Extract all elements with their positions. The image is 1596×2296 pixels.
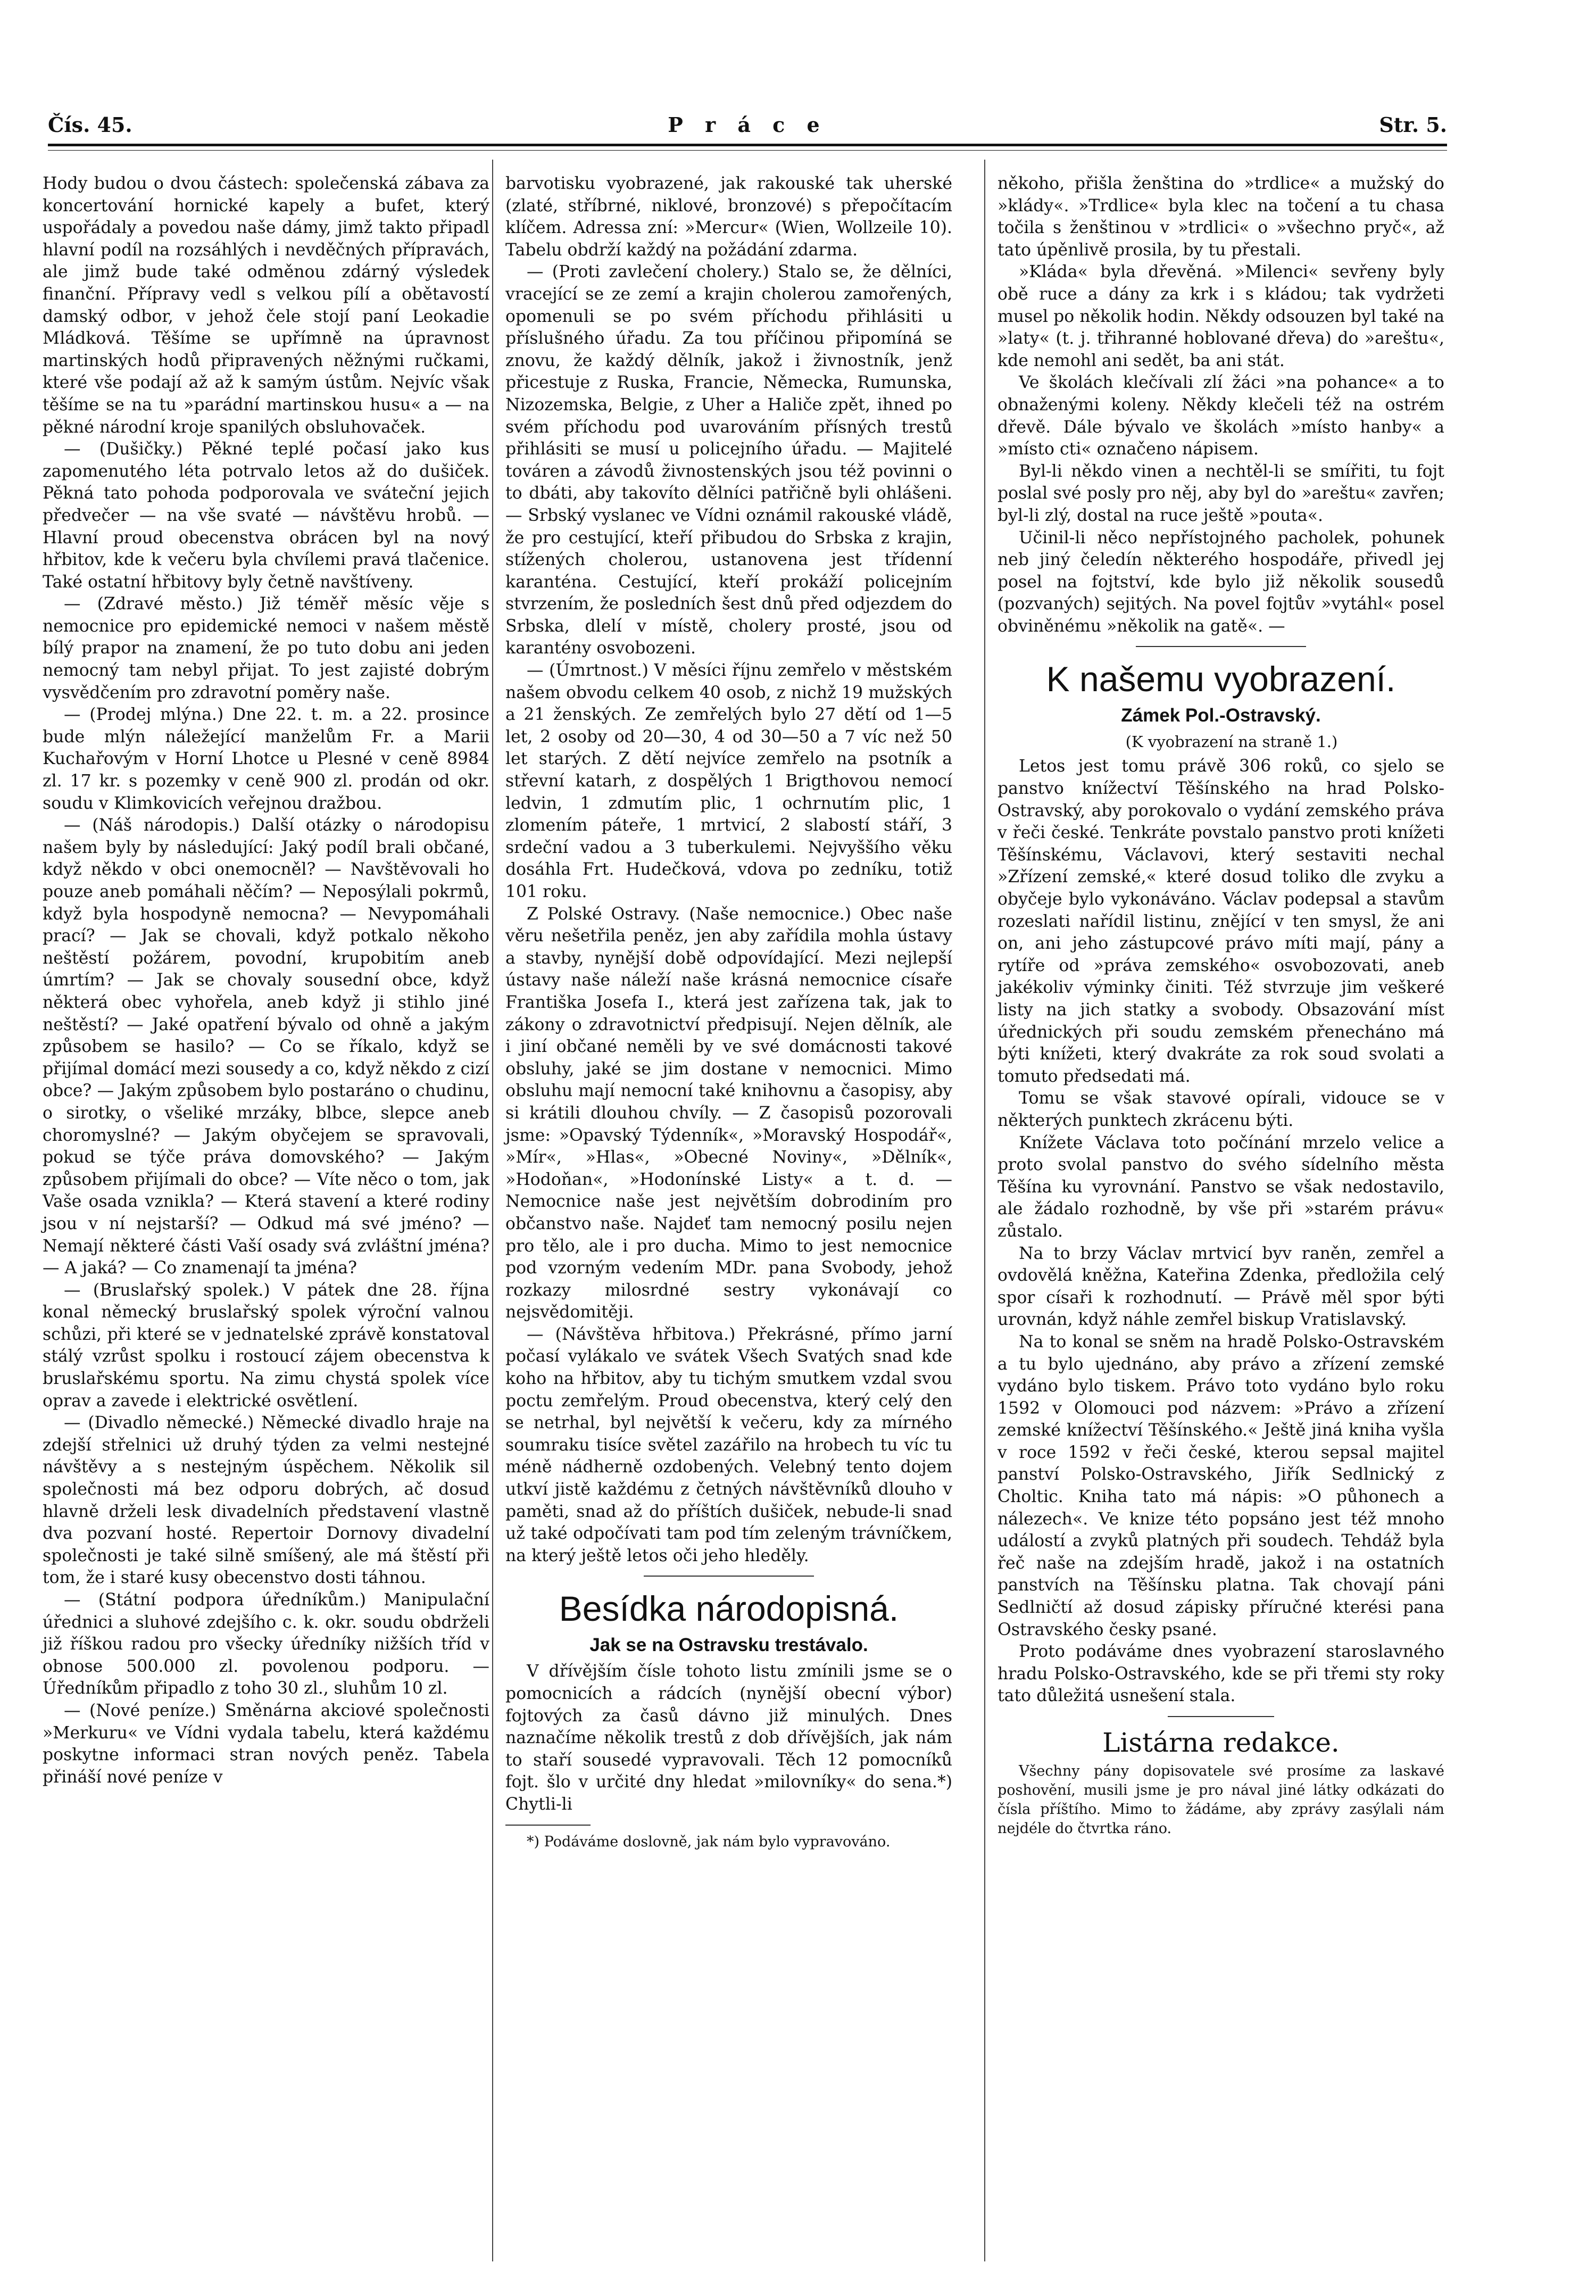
article-paragraph: — (Prodej mlýna.) Dne 22. t. m. a 22. prosince bude mlýn náležející manželům Fr. a Marii Kuchařovým v Horní Lhotce u Plesné v ceně 8984 zl. 17 kr. s pozemky v ceně 900 zl. prodán od okr. soudu v Klimkovicích veřejnou dražbou. bbox=[43, 705, 489, 813]
article-paragraph: Knížete Václava toto počínání mrzelo velice a proto svolal panstvo do svého sídelního města Těšína ku vyrovnání. Panstvo se však nedostavilo, ale žádalo rozhodně, by vše při »starém právu« zůstalo. bbox=[998, 1133, 1444, 1241]
article-paragraph: Na to brzy Václav mrtvicí byv raněn, zemřel a ovdovělá kněžna, Kateřina Zdenka, předložila celý spor císaři k rozhodnutí. — Právě měl spor býti urovnán, když náhle zemřel biskup Vratislavský. bbox=[998, 1244, 1444, 1330]
page-number: Str. 5. bbox=[1379, 113, 1447, 137]
article-paragraph: — (Státní podpora úředníkům.) Manipulační úřednici a sluhové zdejšího c. k. okr. soudu obdrželi již říškou radou pro všecky úředníky nižších tříd v obnose 500.000 zl. povolenou podporu. — Úředníkům připadlo z toho 30 zl., sluhům 10 zl. bbox=[43, 1590, 489, 1698]
footnote: *) Podáváme doslovně, jak nám bylo vypravováno. bbox=[527, 1833, 891, 1850]
section-divider bbox=[1136, 646, 1306, 647]
editor-section-title: Listárna redakce. bbox=[1102, 1727, 1340, 1758]
article-paragraph: — (Dušičky.) Pěkné teplé počasí jako kus zapomenutého léta potrvalo letos až do dušiček. Pěkná tato pohoda podporovala ve sváteční jejich předvečer — na vše svaté — návštěvu hrobů. — Hlavní proud obecenstva obrácen byl na nový hřbitov, kde k večeru byla chvílemi pravá tlačenice. Také ostatní hřbitovy byly četně navštíveny. bbox=[43, 440, 489, 592]
article-paragraph: — (Bruslařský spolek.) V pátek dne 28. října konal německý bruslařský spolek výroční valnou schůzi, při které se v jednatelské zprávě konstatoval stálý vzrůst spolku i rostoucí zájem obecenstva k bruslařskému sportu. Na zimu chystá spolek více oprav a zavede i elektrické osvětlení. bbox=[43, 1280, 489, 1411]
page-header bbox=[48, 113, 1447, 145]
section-divider bbox=[644, 1576, 814, 1577]
section-title: K našemu vyobrazení. bbox=[1046, 659, 1396, 699]
article-paragraph: Letos jest tomu právě 306 roků, co sjelo se panstvo knížectví Těšínského na hrad Polsko-Ostravský, aby porokovalo o vydání zemského práva v řeči české. Tenkráte povstalo panstvo proti knížeti Těšínskému, Václavovi, který sestaviti nechal »Zřízení zemské,« které dosud toliko dle zvyku a obyčeje bylo vykonáváno. Václav podepsal a stavům rozeslati nařídil listinu, znějící v ten smysl, že ani on, ani jeho zástupcové právo míti mají, pány a rytíře od »práva zemského« osvobozovati, aneb jakékoliv výminky činiti. Též stvrzuje jim veškeré listy na jich statky a svobody. Obsazování míst úřednických při soudu zemském přenecháno má býti knížeti, který dvakráte za rok soud svolati a tomuto předsedati má. bbox=[998, 757, 1444, 1086]
article-paragraph: — (Úmrtnost.) V měsíci říjnu zemřelo v městském našem obvodu celkem 40 osob, z nichž 19 mužských a 21 ženských. Ze zemřelých bylo 27 dětí od 1—5 let, 2 osoby od 20—30, 4 od 30—50 a 7 víc než 50 let starých. Z dětí nejvíce zemřelo na psotník a střevní katarh, z dospělých 1 Brigthovou nemocí ledvin, 1 zdmutím plic, 1 ochrnutím plic, 1 zlomením páteře, 1 mrtvicí, 2 slabostí stáří, 3 srdeční vadou a 3 tuberkulemi. Nejvyššího věku dosáhla Frt. Hudečková, vdova po zedníku, totiž 101 roku. bbox=[505, 661, 952, 901]
section-divider bbox=[1168, 1716, 1274, 1717]
article-paragraph: — (Návštěva hřbitova.) Překrásné, přímo jarní počasí vylákalo ve svátek Všech Svatých snad kde koho na hřbitov, aby tu tichým smutkem vzdal svou poctu zemřelým. Proud obecenstva, který celý den se netrhal, byl největší k večeru, kdy za mírného soumraku tisíce světel zazářilo na hrobech tu víc tu méně nádherně ozdobených. Velebný tento dojem utkví jistě každému z četných návštěvníků dlouho v paměti, snad až do příštích dušiček, nebude-li snad už také odpočívati tam pod tím zeleným trávníčkem, na který ještě letos oči jeho hleděly. bbox=[505, 1324, 952, 1565]
article-paragraph: Tomu se však stavové opírali, vidouce se v některých punktech zkrácenu býti. bbox=[998, 1089, 1444, 1130]
newspaper-title: P r á c e bbox=[668, 113, 827, 137]
article-paragraph: — (Náš národopis.) Další otázky o národopisu našem byly by následující: Jaký podíl brali občané, když někdo v obci onemocněl? — Navštěvovali ho pouze aneb pomáhali něčím? — Neposýlali pokrmů, když byla hospodyně nemocna? — Nevypomáhali prací? — Jak se chovali, když potkalo někoho neštěstí požárem, povodní, krupobitím aneb úmrtím? — Jak se chovaly sousední obce, když některá obec vyhořela, aneb když ji stihlo jiné neštěstí? — Jaké opatření bývalo od ohně a jakým způsobem se hasilo? — Co se říkalo, když se přijímal domácí mezi sousedy a co, když někdo z cizí obce? — Jakým způsobem bylo postaráno o chudinu, o sirotky, o všeliké mrzáky, blbce, slepce aneb choromyslné? — Jakým obyčejem se spravovali, pokud se týče práva domovského? — Jakým způsobem přijímali do obce? — Víte něco o tom, jak Vaše osada vznikla? — Která stavení a které rodiny jsou v ní nejstarší? — Odkud má své jméno? — Nemají některé části Vaší osady svá zvláštní jména? — A jaká? — Co znamenají ta jména? bbox=[43, 816, 490, 1278]
section-title: Besídka národopisná. bbox=[559, 1589, 899, 1629]
column-divider-2 bbox=[984, 160, 985, 2261]
article-paragraph: — (Divadlo německé.) Německé divadlo hraje na zdejší střelnici už druhý týden za velmi nestejné návštěvy a s nestejným úspěchem. Několik sil společnosti má bez odporu dobrých, ač dosud hlavně drželi lesk divadelních představení vlastně dva pozvaní hosté. Repertoir Dornovy divadelní společnosti je také silně smíšený, ale má štěstí při tom, že i staré kusy obecenstvo dosti táhnou. bbox=[43, 1413, 489, 1588]
article-paragraph: — (Nové peníze.) Směnárna akciové společnosti »Merkuru« ve Vídni vydala tabelu, která každému poskytne informaci stran nových peněz. Tabela přináší nové peníze v bbox=[43, 1701, 489, 1787]
article-paragraph: Na to konal se sněm na hradě Polsko-Ostravském a tu bylo ujednáno, aby právo a zřízení zemské vydáno bylo tiskem. Právo toto vydáno bylo roku 1592 v Olomouci pod názvem: »Právo a zřízení zemské knížectví Těšínského.« Ještě jiná kniha vyšla v roce 1592 v řeči české, kterou sepsal majitel panství Polsko-Ostravského, Jiřík Sedlnický z Choltic. Kniha tato má nápis: »O půhonech a nálezech«. Ve knize této popsáno jest též mnoho událostí a zvyků platných při soudech. Tehdáž byla řeč naše na zdejším hradě, jakož i na ostatních panstvích na Těšínsku platna. Tak chovají páni Sedlničtí až dosud zápisky příručné kterési pana Ostravského česky psané. bbox=[998, 1332, 1444, 1639]
article-paragraph: — (Proti zavlečení cholery.) Stalo se, že dělníci, vracející se ze zemí a krajin cholerou zamořených, opomenuli se po svém příchodu přihlásiti u příslušného úřadu. Za tou příčinou připomíná se znovu, že každý dělník, jakož i živnostník, jenž přicestuje z Ruska, Francie, Německa, Rumunska, Nizozemska, Belgie, z Uher a Haliče zpět, ihned po svém příchodu pod uvarováním přísných trestů přihlásiti se musí u policejního úřadu. — Majitelé továren a závodů živnostenských jsou též povinni o to dbáti, aby takovíto dělníci patřičně byli ohlášeni. — Srbský vyslanec ve Vídni oznámil rakouské vládě, že pro cestující, kteří přibudou do Srbska z krajin, stížených cholerou, ustanovena jest třídenní karanténa. Cestující, kteří prokáží policejním stvrzením, že posledních šest dnů před odjezdem do Srbska, dlelí v místě, cholery prosté, jsou od karantény osvobozeni. bbox=[505, 262, 952, 658]
column-1 bbox=[43, 173, 489, 1788]
section-note: (K vyobrazení na straně 1.) bbox=[1125, 733, 1338, 751]
column-2 bbox=[505, 173, 952, 1852]
article-paragraph: někoho, přišla ženština do »trdlice« a mužský do »klády«. »Trdlice« byla klec na točení a tu chasa točila s ženštinou v »trdlici« o »všechno pryč«, až tato úpěnlivě prosila, by tu přestali. bbox=[998, 174, 1444, 260]
article-paragraph: »Kláda« byla dřevěná. »Milenci« sevřeny byly obě ruce a dány za krk i s kládou; tak vydržeti musel po několik hodin. Někdy odsouzen byl také na »laty« (t. j. třihranné hoblované dřeva) do »areštu«, kde nemohl ani sedět, ba ani stát. bbox=[998, 262, 1444, 370]
section-subtitle: Zámek Pol.-Ostravský. bbox=[1121, 705, 1321, 726]
editor-notice: Všechny pány dopisovatele své prosíme za laskavé poshovění, musili jsme je pro nával jiné látky odkázati do čísla příštího. Mimo to žádáme, aby zprávy zasýlali nám nejdéle do čtvrtka ráno. bbox=[998, 1763, 1444, 1837]
section-subtitle: Jak se na Ostravsku trestávalo. bbox=[589, 1635, 868, 1656]
header-rule-thin bbox=[48, 150, 1447, 151]
column-3 bbox=[998, 173, 1444, 1838]
article-paragraph: Hody budou o dvou částech: společenská zábava za koncertování hornické kapely a bufet, který uspořádaly a povedou naše dámy, jimž takto připadl hlavní podíl na rozsáhlých i nevděčných přípravách, ale jimž bude také odměnou zdárný výsledek finanční. Přípravy vedl s velkou pílí a obětavostí damský odbor, v jehož čele stojí paní Leokadie Mládková. Těšíme se upřímně na úpravnost martinských hodů připravených něžnými ručkami, které vše podají až až k samým ústům. Nejvíc však těšíme se na tu »parádní martinskou husu« a — na pěkné národní kroje spanilých obsluhovaček. bbox=[43, 174, 489, 437]
footnote-rule bbox=[505, 1825, 591, 1826]
issue-number: Čís. 45. bbox=[48, 113, 132, 137]
header-rule bbox=[48, 144, 1447, 146]
article-paragraph: — (Zdravé město.) Již téměř měsíc věje s nemocnice pro epidemické nemoci v našem městě bílý prapor na znamení, že po tuto dobu ani jeden nemocný tam nebyl přijat. To jest zajisté dobrým vysvědčením pro zdravotní poměry naše. bbox=[43, 594, 489, 702]
article-paragraph: barvotisku vyobrazené, jak rakouské tak uherské (zlaté, stříbrné, niklové, bronzové) s přepočítacím klíčem. Adressa zní: »Mercur« (Wien, Wollzeile 10). Tabelu obdrží každý na požádání zdarma. bbox=[505, 174, 952, 260]
article-paragraph: Ve školách klečívali zlí žáci »na pohance« a to obnaženými koleny. Někdy klečeli též na ostrém dřevě. Dále bývalo ve školách »místo hanby« a »místo cti« označeno nápisem. bbox=[998, 373, 1444, 459]
article-paragraph: V dřívějším čísle tohoto listu zmínili jsme se o pomocnicích a rádcích (nynější obecní výbor) fojtových za časů dávno již minulých. Dnes naznačíme několik trestů z dob dřívějších, jak nám to staří sousedé vypravovali. Těch 12 pomocníků fojt. šlo v určité dny hledat »milovníky« do sena.*) Chytli-li bbox=[505, 1662, 952, 1814]
article-paragraph: Učinil-li něco nepřístojného pacholek, pohunek neb jiný čeledín některého hospodáře, přivedl jej posel na fojtství, kde bylo již několik sousedů (pozvaných) sejitých. Na povel fojtův »vytáhl« posel obviněnému »několik na gatě«. — bbox=[998, 528, 1444, 636]
article-paragraph: Byl-li někdo vinen a nechtěl-li se smířiti, tu fojt poslal své posly pro něj, aby byl do »areštu« zavřen; byl-li zlý, dostal na ruce ještě »pouta«. bbox=[998, 461, 1444, 525]
article-paragraph: Z Polské Ostravy. (Naše nemocnice.) Obec naše věru nešetřila peněz, jen aby zařídila mohla ústavy a stavby, nynější době odpovídající. Mezi nejlepší ústavy naše náleží naše krásná nemocnice císaře Františka Josefa I., která jest zařízena tak, jak to zákony o zdravotnictví předpisují. Nejen dělník, ale i jiní občané neměli by ve své domácnosti takové obsluhy, jaké se jim dostane v nemocnici. Mimo obsluhu mají nemocní také knihovnu a časopisy, aby si krátili dlouhou chvíly. — Z časopisů pozorovali jsme: »Opavský Týdenník«, »Moravský Hospodář«, »Mír«, »Hlas«, »Obecné Noviny«, »Dělník«, »Hodoňan«, »Hodonínské Listy« a t. d. — Nemocnice naše jest největším dobrodiním pro občanstvo naše. Najdeť tam nemocný posilu nejen pro tělo, ale i pro ducha. Mimo to jest nemocnice pod vzorným vedením MDr. pana Svobody, jehož rozkazy milosrdné sestry vykonávají co nejsvědomitěji. bbox=[505, 904, 952, 1322]
article-paragraph: Proto podáváme dnes vyobrazení staroslavného hradu Polsko-Ostravského, kde se při třemi sty roky tato důležitá usnešení stala. bbox=[998, 1642, 1444, 1706]
column-divider-1 bbox=[492, 160, 493, 2261]
